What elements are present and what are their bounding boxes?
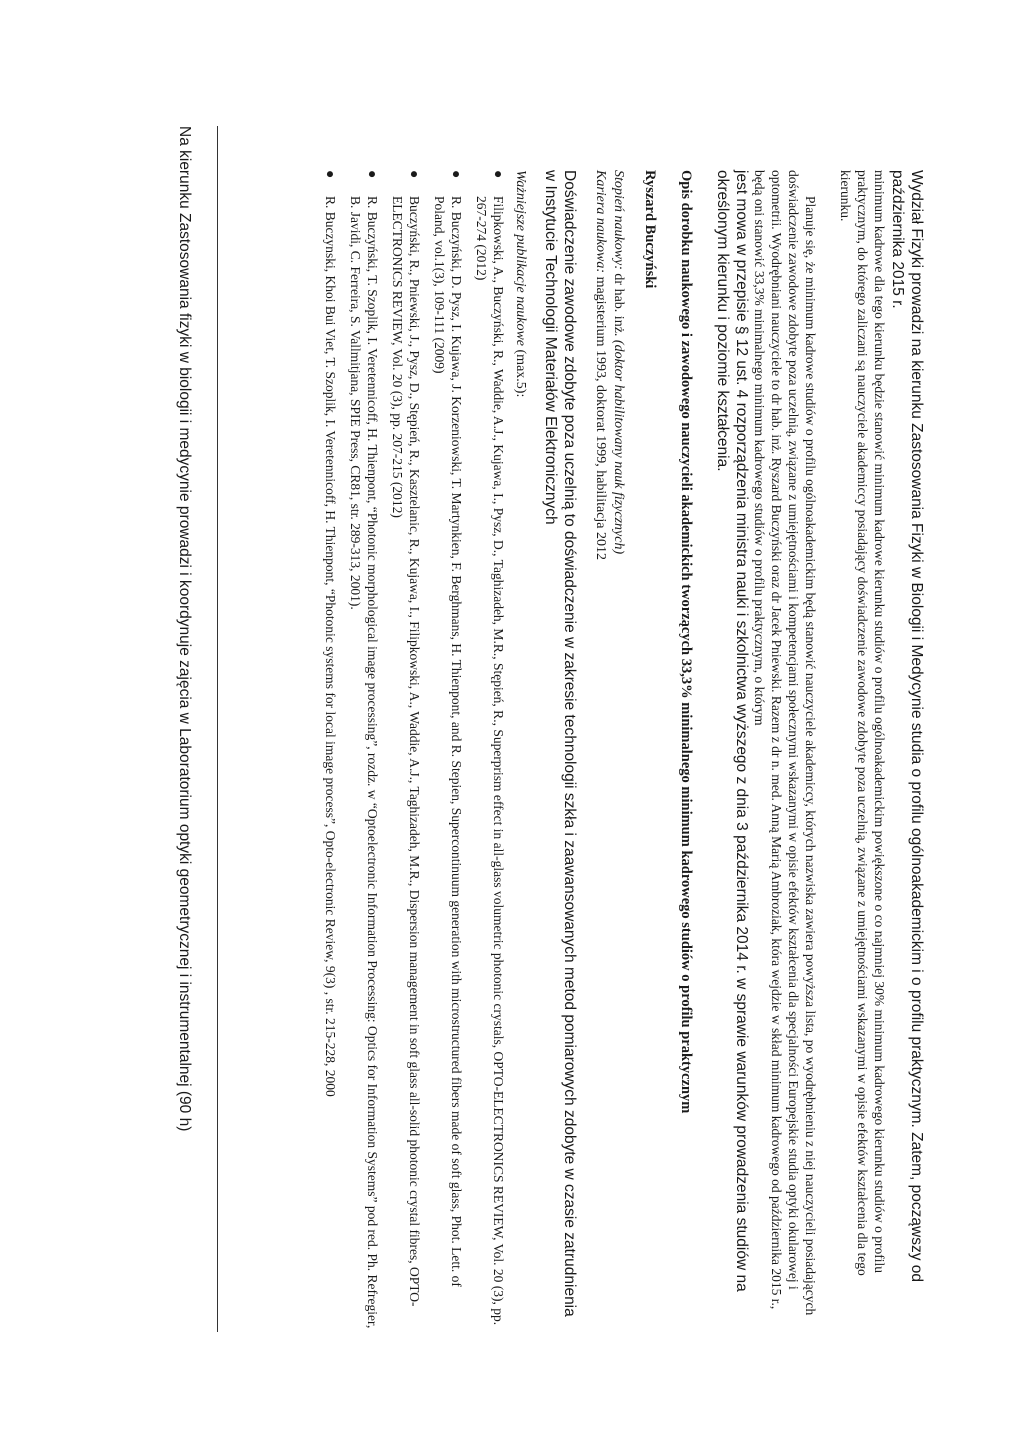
intro-paragraph-lead: Wydział Fizyki prowadzi na kierunku Zastosowania Fizyki w Biologii i Medycynie studia o profilu ogólnoakademickim i o profilu praktycznym. Zatem, począwszy od października 2015 r. bbox=[889, 170, 925, 1282]
career-label: Kariera naukowa: bbox=[593, 170, 608, 274]
publications-list bbox=[322, 170, 507, 1330]
list-item bbox=[389, 170, 423, 1330]
section-heading: Opis dorobku naukowego i zawodowego nauczycieli akademickich tworzących 33,3% minimalnego minimum kadrowego studiów o profilu praktycznym bbox=[678, 170, 694, 1114]
publication-text: Filipkowski, A., Buczyński, R., Waddie, A.J., Kujawa, I., Pysz, D., Taghizadeh, M.R., Stępień, R., Superprism effect in all-glass volumetric photonic crystals, OPTO-ELECTRONICS REVIEW, Vol. 20 (3), pp. 267-274 (2012) bbox=[474, 196, 506, 1326]
career-value: magisterium 1993, doktorat 1999, habilitacja 2012 bbox=[593, 276, 608, 561]
horizontal-divider bbox=[217, 126, 218, 1332]
plan-paragraph-tail: jest mowa w przepisie § 12 ust. 4 rozporządzenia ministra nauki i szkolnictwa wyższego z dnia 3 października 2014 r. w sprawie warunków prowadzenia studiów na określonym kierunku i poziomie kształcenia. bbox=[714, 170, 750, 1292]
person-name: Ryszard Buczyński bbox=[642, 170, 658, 289]
bullet-icon: ● bbox=[448, 170, 463, 179]
degree-line bbox=[609, 170, 627, 1330]
list-item bbox=[322, 170, 339, 1330]
publication-text: R. Buczyński, T. Szoplik, I. Veretennicoff, H. Thienpont, “Photonic morphological image processing”, rozdz. w “Optoelectronic Information Processing: Optics for Information Systems” pod red. Ph. Refregier, B. Javidi, C. Ferreira, S. Vallmitjana, SPIE Press, CR81, str. 289-313, 2001). bbox=[348, 196, 380, 1329]
list-item bbox=[473, 170, 507, 1330]
plan-paragraph: Planuje się, że minimum kadrowe studiów o profilu ogólnoakademickim będą stanowić nauczyciele akademiccy, których nazwiska zawiera powyższa lista, po wyodrębnieniu z niej nauczycieli posiadających doświadczenie zawodowe zdobyte poza uczelnią, związane z umiejętnościami i kompetencjami społecznymi wskazanymi w opisie efektów kształcenia dla specjalności Europejskie studia optyki okularowej i optometrii. Wyodrębniani nauczyciele to dr hab. inż. Ryszard Buczyński oraz dr Jacek Pniewski. Razem z dr n. med. Anną Marią Ambroziak, która wejdzie w skład minimum kadrowego od października 2015 r., będą oni stanowić 33,3% minimalnego minimum kadrowego studiów o profilu praktycznym, o którym bbox=[752, 170, 818, 1316]
publication-text: R. Buczynski, Khoi Bui Viet, T. Szoplik, I. Veretennicoff, H. Thienpont, “Photonic systems for local image process”, Opto-electronic Review, 9(3) , str. 215-228, 2000 bbox=[323, 196, 338, 1097]
degree-value: dr hab. inż. bbox=[611, 273, 626, 337]
footer-note: Na kierunku Zastosowania fizyki w biologii i medycynie prowadzi i koordynuje zajęcia w Laboratorium optyki geometrycznej i instrumentalnej (90 h) bbox=[176, 126, 193, 1132]
publication-text: R. Buczyński, D. Pysz, I. Kujawa, J. Korzeniowski, T. Martynkien, F. Berghmans, H. Thienpont, and R. Stepien, Supercontinuum generation with microstructured fibers made of soft glass, Phot. Lett. of Poland, vol.1(3), 109-111 (2009) bbox=[432, 196, 464, 1287]
list-item bbox=[431, 170, 465, 1330]
experience-paragraph: Doświadczenie zawodowe zdobyte poza uczelnią to doświadczenie w zakresie technologii szkła i zaawansowanych metod pomiarowych zdobyte w czasie zatrudnienia w Instytucie Technologii Materiałów Elektronicznych bbox=[542, 170, 578, 1317]
degree-label: Stopień naukowy: bbox=[611, 170, 626, 270]
publication-text: Buczyński, R., Pniewski, J., Pysz, D., Stępień, R., Kasztelanic, R., Kujawa, I., Filipkowski, A., Waddie, A.J., Taghizadeh, M.R., Dispersion management in soft glass all-solid photonic crystal fibres, OPTO-ELECTRONICS REVIEW, Vol. 20 (3), pp. 207-215 (2012) bbox=[390, 196, 422, 1307]
document-body bbox=[314, 170, 926, 1330]
bullet-icon: ● bbox=[490, 170, 505, 179]
publications-label-suffix: (max.5): bbox=[513, 349, 528, 398]
bullet-icon: ● bbox=[406, 170, 421, 179]
list-item bbox=[347, 170, 381, 1330]
bullet-icon: ● bbox=[364, 170, 379, 179]
career-line bbox=[591, 170, 609, 1330]
degree-note: (doktor habilitowany nauk fizycznych) bbox=[611, 339, 626, 555]
intro-paragraph-body: minimum kadrowe dla tego kierunku będzie stanowić minimum kadrowe kierunku studiów o profilu ogólnoakademickim powiększone o co najmniej 30% minimum kadrowego kierunku studiów o profilu praktycznym, do którego zaliczani są nauczyciele akademiccy posiadający doświadczenie zawodowe zdobyte poza uczelnią, związane z umiejętnościami wskazanymi w opisie efektów kształcenia dla tego kierunku. bbox=[838, 170, 887, 1276]
publications-label-text: Ważniejsze publikacje naukowe bbox=[513, 170, 528, 347]
bullet-icon: ● bbox=[322, 170, 337, 179]
publications-label bbox=[511, 170, 529, 1330]
